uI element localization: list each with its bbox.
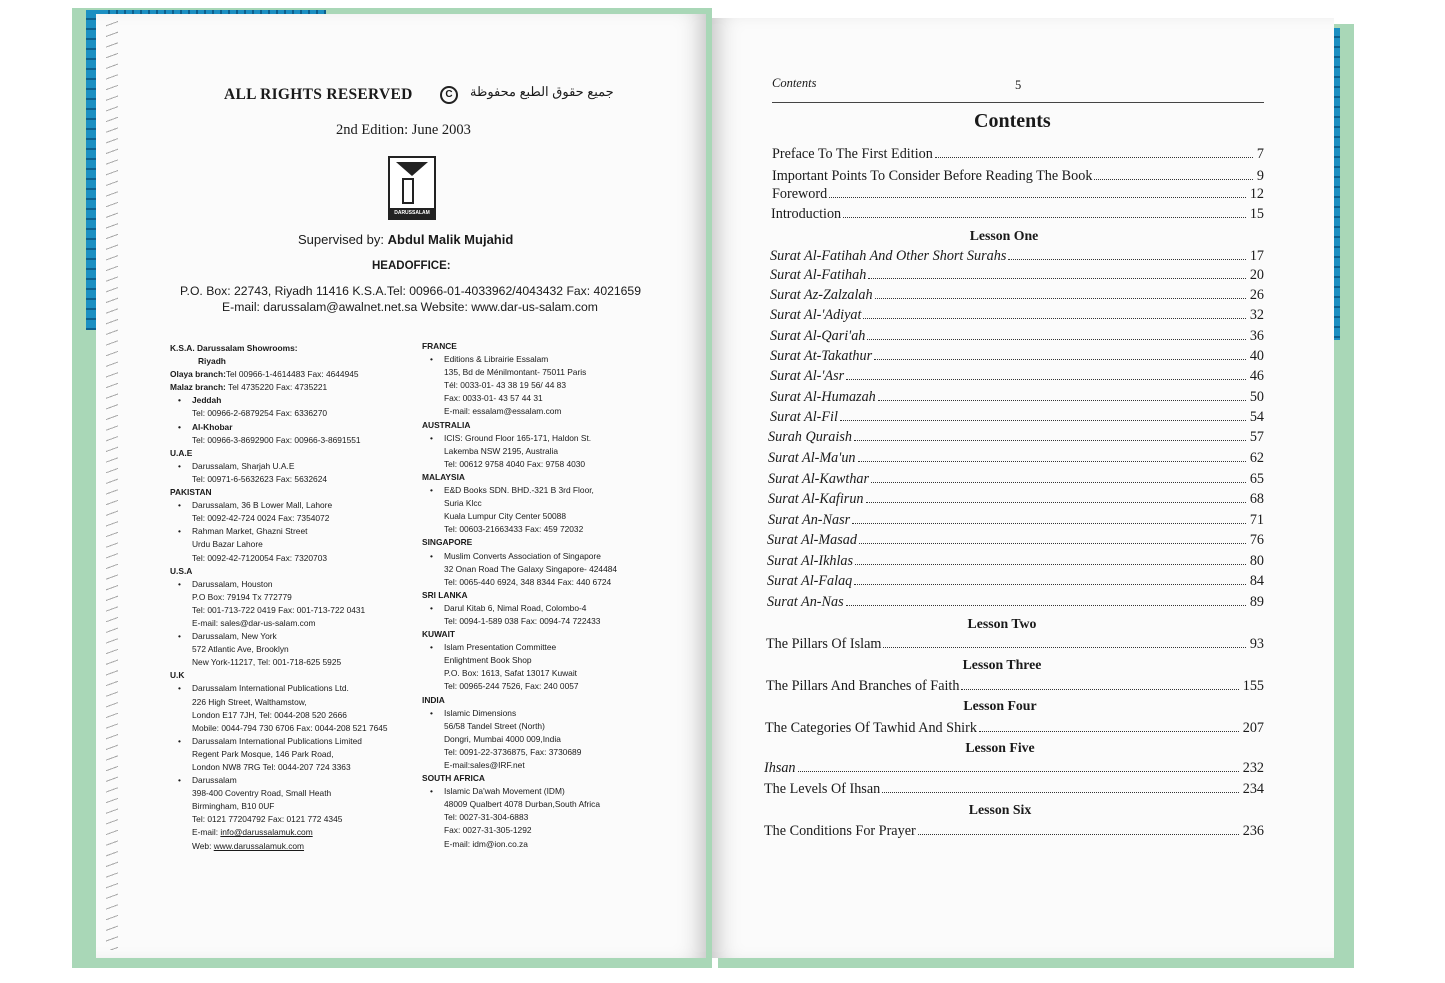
toc-entry bbox=[768, 491, 1264, 508]
toc-entry-title: Surat Al-'Asr bbox=[770, 368, 845, 384]
toc-leader-dots bbox=[882, 792, 1239, 793]
toc-leader-dots bbox=[875, 298, 1246, 299]
branch-line: Malaz branch: Tel 4735220 Fax: 4735221 bbox=[170, 382, 328, 393]
branch-link: www.darussalamuk.com bbox=[213, 840, 305, 851]
toc-entry-title: Surat Al-Ikhlas bbox=[767, 553, 854, 569]
branch-line: London NW8 7RG Tel: 0044-207 724 3363 bbox=[192, 762, 351, 772]
toc-entry-page: 65 bbox=[1249, 471, 1264, 487]
toc-entry bbox=[770, 409, 1264, 426]
toc-leader-dots bbox=[874, 359, 1246, 360]
darussalam-logo bbox=[388, 156, 436, 220]
branch-entry: • ICIS: Ground Floor 165-171, Haldon St. bbox=[422, 432, 617, 445]
toc-entry-title: Surah Quraish bbox=[768, 429, 852, 445]
toc-entry bbox=[772, 186, 1264, 203]
branch-line: Tel: 001-713-722 0419 Fax: 001-713-722 0431 bbox=[192, 604, 366, 615]
toc-entry bbox=[770, 348, 1264, 365]
toc-entry-title: Preface To The First Edition bbox=[772, 146, 933, 162]
toc-entry-page: 234 bbox=[1242, 781, 1264, 797]
toc-entry-page: 232 bbox=[1242, 760, 1264, 776]
toc-leader-dots bbox=[867, 339, 1245, 340]
lesson-heading: Lesson Two bbox=[967, 616, 1037, 631]
branch-line: London E17 7JH, Tel: 0044-208 520 2666 bbox=[192, 709, 347, 720]
branch-line: Tel: 0027-31-304-6883 bbox=[444, 812, 529, 823]
toc-entry-page: 50 bbox=[1249, 389, 1264, 405]
logo-text: DARUSSALAM bbox=[390, 208, 434, 218]
branch-link-line: Web: www.darussalamuk.com bbox=[192, 840, 305, 851]
toc-entry-page: 62 bbox=[1249, 450, 1264, 466]
toc-leader-dots bbox=[878, 400, 1246, 401]
branch-line: Tel: 00966-3-8692900 Fax: 00966-3-8691551 bbox=[192, 434, 361, 445]
toc-leader-dots bbox=[855, 564, 1246, 565]
branch-line: Urdu Bazar Lahore bbox=[192, 539, 263, 550]
toc-entry-page: 54 bbox=[1249, 409, 1264, 425]
lesson-heading: Lesson Three bbox=[962, 657, 1042, 672]
branch-line: 56/58 Tandel Street (North) bbox=[444, 720, 545, 731]
toc-entry-page: 80 bbox=[1249, 553, 1264, 569]
supervised-label: Supervised by: bbox=[298, 232, 384, 247]
toc-entry-page: 207 bbox=[1242, 720, 1264, 736]
supervisor-name: Abdul Malik Mujahid bbox=[387, 232, 514, 247]
headoffice-email: E-mail: darussalam@awalnet.net.sa Website: www.dar-us-salam.com bbox=[222, 300, 598, 314]
branch-entry: • Darussalam, Houston bbox=[170, 578, 388, 591]
toc-leader-dots bbox=[846, 605, 1246, 606]
toc-entry-page: 15 bbox=[1249, 206, 1264, 222]
branch-entry: • E&D Books SDN. BHD.-321 B 3rd Floor, bbox=[422, 484, 617, 497]
branch-region: KUWAIT bbox=[422, 629, 456, 640]
branch-entry: • Darussalam International Publications Limited bbox=[170, 735, 388, 748]
toc-entry bbox=[770, 267, 1264, 284]
toc-leader-dots bbox=[871, 482, 1246, 483]
branch-line: E-mail:sales@IRF.net bbox=[444, 760, 525, 770]
toc-leader-dots bbox=[935, 157, 1253, 158]
toc-leader-dots bbox=[863, 318, 1245, 319]
branch-line: P.O. Box: 1613, Safat 13017 Kuwait bbox=[444, 668, 578, 679]
toc-leader-dots bbox=[866, 502, 1246, 503]
branch-region: PAKISTAN bbox=[170, 487, 212, 498]
toc-entry-page: 93 bbox=[1249, 636, 1264, 652]
header-rule bbox=[772, 102, 1264, 103]
toc-entry bbox=[768, 429, 1264, 446]
branch-region: FRANCE bbox=[422, 341, 457, 351]
toc-leader-dots bbox=[918, 834, 1239, 835]
edition: 2nd Edition: June 2003 bbox=[336, 122, 471, 138]
branch-entry: • Darussalam, 36 B Lower Mall, Lahore bbox=[170, 499, 388, 512]
branch-line: 135, Bd de Ménilmontant- 75011 Paris bbox=[444, 367, 587, 378]
toc-entry-title: Surat An-Nas bbox=[767, 594, 844, 610]
toc-entry-title: Introduction bbox=[771, 206, 842, 222]
branch-line: Tel: 00603-21663433 Fax: 459 72032 bbox=[444, 524, 584, 535]
branch-line: Suria Klcc bbox=[444, 498, 482, 509]
toc-leader-dots bbox=[798, 771, 1239, 772]
branch-line: Tel: 0094-1-589 038 Fax: 0094-74 722433 bbox=[444, 615, 601, 626]
toc-entry-title: The Levels Of Ihsan bbox=[764, 781, 881, 797]
toc-leader-dots bbox=[961, 689, 1238, 690]
lesson-heading: Lesson Five bbox=[965, 740, 1035, 755]
toc-entry bbox=[764, 781, 1264, 798]
toc-entry-title: Surat Al-Falaq bbox=[767, 573, 853, 589]
toc-entry-page: 71 bbox=[1249, 512, 1264, 528]
toc-entry-title: Surat Al-Kafirun bbox=[768, 491, 864, 507]
branch-entry: • Darussalam International Publications Ltd. bbox=[170, 682, 388, 695]
branch-line: E-mail: idm@ion.co.za bbox=[444, 838, 528, 849]
branches-column-1 bbox=[170, 342, 388, 853]
toc-entry-title: The Conditions For Prayer bbox=[764, 823, 916, 839]
branch-entry: • Muslim Converts Association of Singapore bbox=[422, 550, 617, 563]
branch-line: Lakemba NSW 2195, Australia bbox=[444, 445, 559, 456]
page-number: 5 bbox=[1015, 78, 1022, 92]
toc-entry bbox=[764, 760, 1264, 777]
branch-city: Riyadh bbox=[198, 356, 226, 367]
toc-leader-dots bbox=[840, 420, 1246, 421]
toc-entry-page: 26 bbox=[1249, 287, 1264, 303]
branch-line: Tel: 0065-440 6924, 348 8344 Fax: 440 6724 bbox=[444, 576, 612, 587]
branch-entry: • Islam Presentation Committee bbox=[422, 641, 617, 654]
toc-entry-title: Surat At-Takathur bbox=[770, 348, 873, 364]
branch-entry: • Darussalam, New York bbox=[170, 630, 388, 643]
arabic-rights: جميع حقوق الطبع محفوظة bbox=[470, 84, 614, 99]
toc-leader-dots bbox=[858, 461, 1246, 462]
rights-reserved: ALL RIGHTS RESERVED bbox=[224, 86, 413, 103]
toc-entry-title: Foreword bbox=[772, 186, 828, 202]
branch-region: SRI LANKA bbox=[422, 589, 468, 600]
toc-entry-page: 9 bbox=[1256, 168, 1264, 184]
branch-line: Tel: 0092-42-724 0024 Fax: 7354072 bbox=[192, 513, 330, 524]
toc-entry-page: 40 bbox=[1249, 348, 1264, 364]
branch-line: E-mail: essalam@essalam.com bbox=[444, 406, 562, 417]
branch-city: • Jeddah bbox=[170, 394, 388, 407]
toc-entry bbox=[768, 471, 1264, 488]
toc-entry bbox=[766, 678, 1264, 695]
branch-line: Tel: 0091-22-3736875, Fax: 3730689 bbox=[444, 746, 582, 757]
branch-line: Birmingham, B10 0UF bbox=[192, 801, 275, 812]
branch-line: Enlightment Book Shop bbox=[444, 655, 532, 666]
toc-leader-dots bbox=[883, 647, 1245, 648]
toc-entry bbox=[770, 368, 1264, 385]
toc-entry bbox=[770, 287, 1264, 304]
toc-leader-dots bbox=[852, 523, 1246, 524]
branch-line: New York-11217, Tel: 001-718-625 5925 bbox=[192, 657, 342, 668]
supervised-line bbox=[298, 232, 513, 247]
toc-entry-page: 84 bbox=[1249, 573, 1264, 589]
contents-title: Contents bbox=[974, 110, 1051, 132]
branch-line: 226 High Street, Walthamstow, bbox=[192, 696, 307, 707]
branch-line: Olaya branch:Tel 00966-1-4614483 Fax: 4644945 bbox=[170, 369, 359, 380]
toc-entry-title: Surat Al-Ma'un bbox=[768, 450, 856, 466]
toc-entry-page: 68 bbox=[1249, 491, 1264, 507]
toc-leader-dots bbox=[843, 217, 1246, 218]
toc-entry-page: 32 bbox=[1249, 307, 1264, 323]
toc-entry-title: Surat Az-Zalzalah bbox=[770, 287, 873, 303]
branch-entry: • Islamic Da'wah Movement (IDM) bbox=[422, 785, 617, 798]
branch-region: INDIA bbox=[422, 694, 445, 705]
lesson-heading: Lesson One bbox=[969, 228, 1039, 243]
toc-entry-title: Surat Al-'Adiyat bbox=[770, 307, 862, 323]
branch-region: SINGAPORE bbox=[422, 537, 473, 548]
toc-entry-page: 36 bbox=[1249, 328, 1264, 344]
running-head: Contents bbox=[772, 76, 817, 90]
branch-line: Regent Park Mosque, 146 Park Road, bbox=[192, 748, 334, 759]
branch-line: 398-400 Coventry Road, Small Heath bbox=[192, 788, 332, 799]
toc-entry-page: 20 bbox=[1249, 267, 1264, 283]
toc-entry-title: Surat An-Nasr bbox=[768, 512, 851, 528]
toc-entry bbox=[770, 328, 1264, 345]
toc-entry-title: Surat Al-Kawthar bbox=[768, 471, 870, 487]
toc-entry-title: Surat Al-Masad bbox=[767, 532, 857, 548]
branch-region: U.A.E bbox=[170, 447, 193, 458]
branch-city: • Al-Khobar bbox=[170, 421, 388, 434]
toc-entry bbox=[767, 573, 1264, 590]
branch-region: U.K bbox=[170, 670, 185, 681]
branch-line: P.O Box: 79194 Tx 772779 bbox=[192, 591, 292, 602]
toc-entry-title: The Pillars And Branches of Faith bbox=[766, 678, 960, 694]
binding-stitch bbox=[106, 20, 118, 950]
headoffice-heading: HEADOFFICE: bbox=[372, 260, 451, 272]
toc-entry-page: 236 bbox=[1242, 823, 1264, 839]
toc-leader-dots bbox=[829, 197, 1246, 198]
branch-line: Tel: 00966-2-6879254 Fax: 6336270 bbox=[192, 408, 328, 419]
branch-line: Kuala Lumpur City Center 50088 bbox=[444, 511, 566, 522]
toc-entry-title: Important Points To Consider Before Reading The Book bbox=[772, 168, 1093, 184]
branch-entry: • Rahman Market, Ghazni Street bbox=[170, 525, 388, 538]
branch-line: Fax: 0033-01- 43 57 44 31 bbox=[444, 393, 543, 404]
toc-entry-title: The Categories Of Tawhid And Shirk bbox=[765, 720, 977, 736]
toc-entry bbox=[765, 720, 1264, 737]
toc-entry bbox=[767, 594, 1264, 611]
branch-region: SOUTH AFRICA bbox=[422, 773, 485, 784]
toc-leader-dots bbox=[1094, 179, 1252, 180]
copyright-icon: C bbox=[440, 86, 458, 104]
branch-line: Tel: 0092-42-7120054 Fax: 7320703 bbox=[192, 552, 328, 563]
toc-entry-page: 7 bbox=[1256, 146, 1264, 162]
toc-leader-dots bbox=[846, 379, 1246, 380]
toc-entry-page: 76 bbox=[1249, 532, 1264, 548]
toc-entry bbox=[764, 823, 1264, 840]
toc-entry-page: 12 bbox=[1249, 186, 1264, 202]
toc-entry bbox=[770, 307, 1264, 324]
branch-line: 572 Atlantic Ave, Brooklyn bbox=[192, 644, 289, 655]
toc-entry-title: Surat Al-Qari'ah bbox=[770, 328, 866, 344]
branch-region: K.S.A. Darussalam Showrooms: bbox=[170, 343, 298, 353]
branch-line: Mobile: 0044-794 730 6706 Fax: 0044-208 521 7645 bbox=[192, 722, 388, 733]
lesson-heading: Lesson Four bbox=[963, 698, 1037, 713]
toc-entry bbox=[770, 389, 1264, 406]
toc-entry-title: Surat Al-Fatihah And Other Short Surahs bbox=[770, 248, 1007, 264]
toc-entry-page: 17 bbox=[1249, 248, 1264, 264]
branch-line: Tel: 00612 9758 4040 Fax: 9758 4030 bbox=[444, 458, 586, 469]
toc-leader-dots bbox=[868, 278, 1246, 279]
branch-link: info@darussalamuk.com bbox=[220, 827, 313, 838]
toc-entry-page: 155 bbox=[1242, 678, 1264, 694]
branch-region: U.S.A bbox=[170, 565, 193, 576]
toc-leader-dots bbox=[859, 543, 1246, 544]
branch-region: AUSTRALIA bbox=[422, 419, 471, 430]
branch-line: 32 Onan Road The Galaxy Singapore- 424484 bbox=[444, 563, 618, 574]
branch-entry: • Editions & Librairie Essalam bbox=[422, 353, 617, 366]
toc-entry-title: Ihsan bbox=[764, 760, 796, 776]
branch-line: Tel: 0121 77204792 Fax: 0121 772 4345 bbox=[192, 814, 343, 825]
branches-column-2 bbox=[422, 340, 617, 851]
toc-entry bbox=[772, 168, 1264, 185]
branch-line: Tel: 00971-6-5632623 Fax: 5632624 bbox=[192, 473, 328, 484]
toc-entry-title: Surat Al-Fil bbox=[770, 409, 838, 425]
toc-entry bbox=[767, 553, 1264, 570]
toc-entry-page: 89 bbox=[1249, 594, 1264, 610]
branch-link-line: E-mail: info@darussalamuk.com bbox=[192, 827, 313, 838]
branch-line: Tel: 00965-244 7526, Fax: 240 0057 bbox=[444, 681, 579, 692]
toc-leader-dots bbox=[854, 440, 1246, 441]
branch-line: 48009 Qualbert 4078 Durban,South Africa bbox=[444, 799, 600, 810]
toc-entry-page: 57 bbox=[1249, 429, 1264, 445]
toc-entry bbox=[766, 636, 1264, 653]
toc-entry bbox=[770, 248, 1264, 265]
lesson-heading: Lesson Six bbox=[968, 802, 1032, 817]
toc-entry bbox=[768, 450, 1264, 467]
branch-region: MALAYSIA bbox=[422, 471, 465, 482]
branch-entry: • Islamic Dimensions bbox=[422, 707, 617, 720]
branch-line: Tél: 0033-01- 43 38 19 56/ 44 83 bbox=[444, 380, 566, 391]
toc-entry-title: Surat Al-Humazah bbox=[770, 389, 876, 405]
toc-entry bbox=[767, 532, 1264, 549]
branch-entry: • Darussalam, Sharjah U.A.E bbox=[170, 460, 388, 473]
toc-entry bbox=[771, 206, 1264, 223]
toc-entry bbox=[772, 146, 1264, 163]
toc-entry-title: The Pillars Of Islam bbox=[766, 636, 882, 652]
toc-leader-dots bbox=[1008, 259, 1245, 260]
toc-entry-title: Surat Al-Fatihah bbox=[770, 267, 867, 283]
toc-leader-dots bbox=[979, 731, 1239, 732]
toc-entry bbox=[768, 512, 1264, 529]
toc-leader-dots bbox=[854, 584, 1246, 585]
branch-entry: • Darussalam bbox=[170, 774, 388, 787]
branch-line: E-mail: sales@dar-us-salam.com bbox=[192, 617, 316, 628]
toc-entry-page: 46 bbox=[1249, 368, 1264, 384]
branch-entry: • Darul Kitab 6, Nimal Road, Colombo-4 bbox=[422, 602, 617, 615]
branch-line: Dongri, Mumbai 4000 009,India bbox=[444, 733, 561, 744]
headoffice-address: P.O. Box: 22743, Riyadh 11416 K.S.A.Tel: 00966-01-4033962/4043432 Fax: 4021659 bbox=[180, 284, 641, 298]
branch-line: Fax: 0027-31-305-1292 bbox=[444, 825, 532, 836]
